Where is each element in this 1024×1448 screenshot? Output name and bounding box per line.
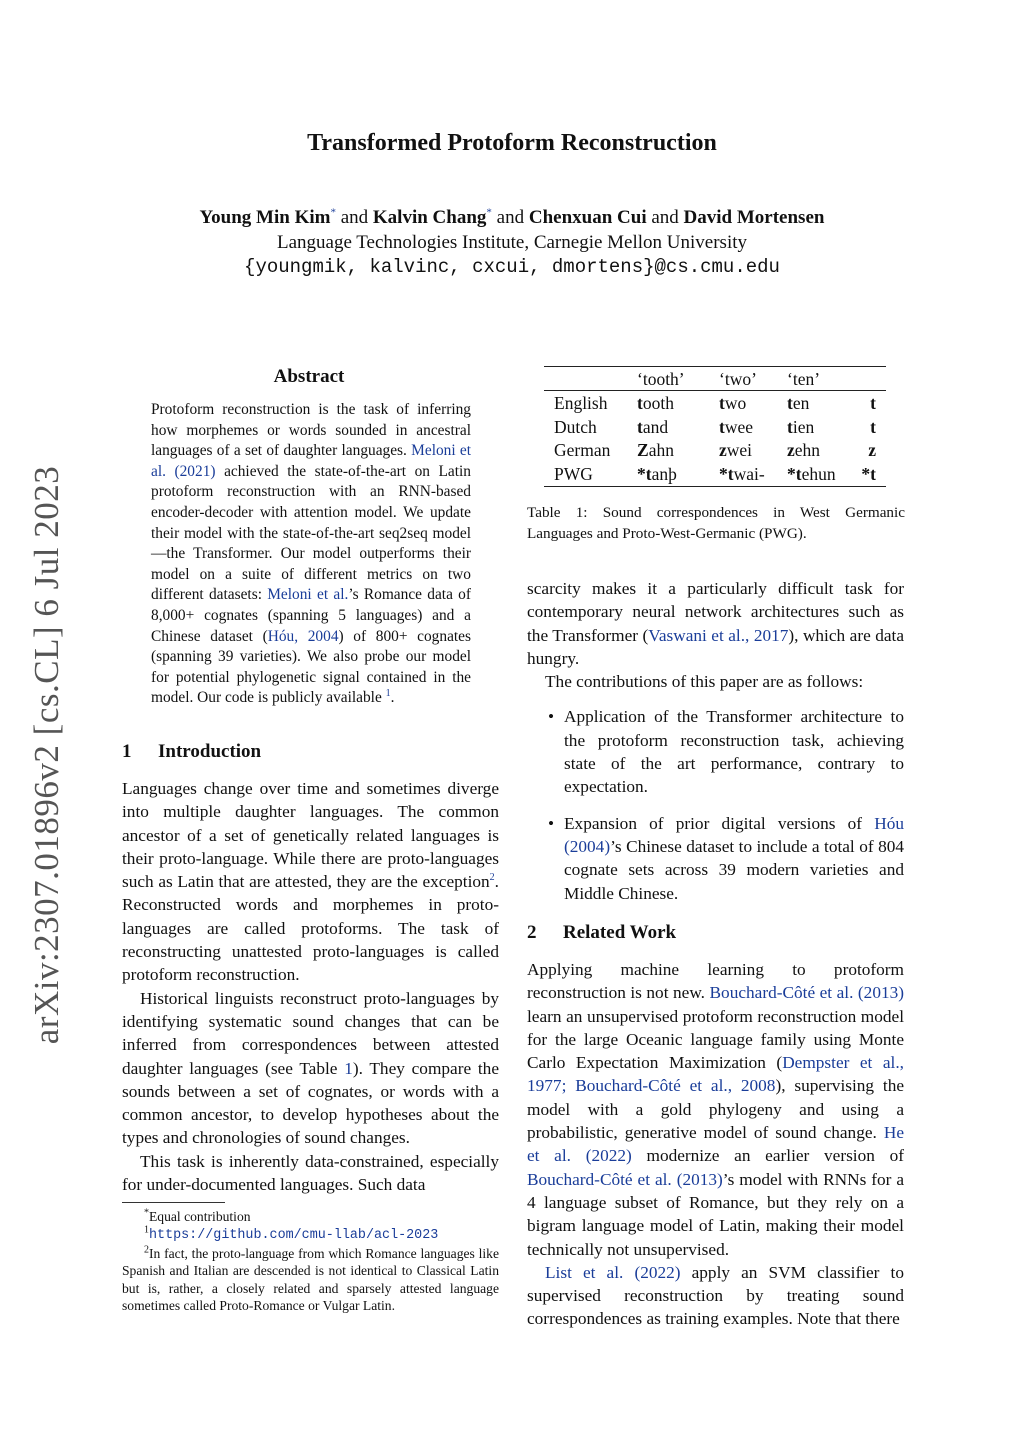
word-rest: ehun <box>801 463 836 484</box>
section-heading-introduction <box>122 741 499 763</box>
table-header: ‘ten’ <box>787 367 851 391</box>
citation-link[interactable]: Bouchard-Côté et al. (2013) <box>709 983 905 1003</box>
code-url-link[interactable]: https://github.com/cmu-llab/acl-2023 <box>149 1228 439 1244</box>
author-name: Chenxuan Cui <box>528 207 647 228</box>
affiliation: Language Technologies Institute, Carnegie Mellon University <box>276 232 748 253</box>
intro-column-left <box>122 777 499 1196</box>
paragraph-text: ’s model with RNNs for a 4 language subset of Romance, but they rely on a bigram language model of Latin, making their model technically not unsupervised. <box>527 1169 905 1259</box>
table-ref[interactable]: 1 <box>344 1058 353 1078</box>
section-number: 2 <box>527 922 537 943</box>
initial-sound: t <box>719 416 725 437</box>
list-item: • Application of the Transformer architecture to the protoform reconstruction task, achieving state of the art performance, contrary to expectation. <box>527 705 904 798</box>
word-rest: ahn <box>648 440 674 461</box>
table-cell <box>787 391 851 416</box>
table-cell <box>787 439 851 463</box>
paragraph-text: . Reconstructed words and morphemes in proto-languages are called protoforms. The task of reconstructing unattested proto-languages is called protoform reconstruction. <box>122 872 499 985</box>
table-cell <box>787 416 851 440</box>
initial-sound: *t <box>719 463 734 484</box>
word-rest: ien <box>792 416 815 437</box>
paragraph <box>527 958 904 1261</box>
section-title: Introduction <box>158 741 262 762</box>
table-row <box>544 463 886 487</box>
paragraph-text: modernize an earlier version of <box>631 1146 904 1166</box>
author-name: David Mortensen <box>683 207 825 228</box>
table-cell <box>851 463 886 487</box>
author-name: Kalvin Chang <box>372 207 487 228</box>
table-cell-language: PWG <box>554 463 593 484</box>
and-word: and <box>496 207 525 228</box>
word-rest: anþ <box>651 463 677 484</box>
table-header: ‘two’ <box>719 367 787 391</box>
table-cell <box>637 463 719 487</box>
paragraph <box>527 577 904 670</box>
table-header-row <box>544 367 886 391</box>
paragraph-text: learn an unsupervised protoform reconstruction model for the large Oceanic language family using Monte Carlo Expectation Maximization ( <box>527 1006 904 1073</box>
footnote-text: In fact, the proto-language from which Romance languages like Spanish and Italian are descended is not identical to Classical Latin but is, rather, a closely related and sparsely attested language sometimes called Proto-Romance or Vulgar Latin. <box>122 1245 499 1314</box>
table-cell <box>851 391 886 416</box>
citation-link[interactable]: Vaswani et al., 2017 <box>648 625 789 645</box>
abstract-text-part: . <box>390 689 395 707</box>
table-cell <box>787 463 851 487</box>
initial-sound: z <box>719 440 727 461</box>
table-header <box>851 367 886 391</box>
paragraph-text: Applying machine learning to protoform reconstruction is not new. <box>527 960 904 1003</box>
footnote-mark: 1 <box>144 1224 149 1236</box>
initial-sound: *t <box>861 463 876 484</box>
contribution-list <box>527 705 904 904</box>
initial-sound: t <box>787 416 793 437</box>
initial-sound: t <box>637 392 643 413</box>
abstract-text-part: ’s Romance data of 8,000+ cognates (spanning 5 languages) and a Chinese dataset ( <box>151 586 471 645</box>
table-cell <box>851 439 886 463</box>
citation-link[interactable]: Bouchard-Côté et al. (2013) <box>527 1169 723 1189</box>
paragraph-text: ), supervising the model with a gold phylogeny and using a probabilistic, generative model of sound change. <box>527 1076 904 1143</box>
list-item-text: Expansion of prior digital versions of <box>564 813 875 833</box>
and-word: and <box>651 207 679 228</box>
initial-sound: *t <box>637 463 652 484</box>
initial-sound: z <box>787 440 795 461</box>
initial-sound: z <box>868 440 876 461</box>
table-cell <box>719 463 787 487</box>
initial-sound: t <box>787 392 793 413</box>
paper-title: Transformed Protoform Reconstruction <box>307 130 717 156</box>
word-rest: ehn <box>794 440 821 461</box>
table-row <box>544 391 886 416</box>
table-cell <box>637 439 719 463</box>
table-row <box>544 439 886 463</box>
author-mark[interactable]: * <box>486 206 492 219</box>
footnote-mark: * <box>144 1207 149 1219</box>
paragraph: The contributions of this paper are as follows: <box>545 672 864 692</box>
and-word: and <box>340 207 369 228</box>
emails: {youngmik, kalvinc, cxcui, dmortens}@cs.cmu.edu <box>244 256 780 278</box>
citation-link[interactable]: Meloni et al. <box>267 586 349 604</box>
author-mark[interactable]: * <box>330 206 336 219</box>
word-rest: ooth <box>642 392 674 413</box>
arxiv-id: arXiv:2307.01896v2 [cs.CL] 6 Jul 2023 <box>27 465 67 1045</box>
footnote-ref[interactable]: 2 <box>489 872 495 884</box>
paragraph-text: ). They compare the sounds between a set of cognates, or words with a common ancestor, to develop hypotheses about the types and chronologies of sound changes. <box>122 1058 499 1148</box>
abstract-text <box>151 400 471 709</box>
table-cell <box>719 391 787 416</box>
word-rest: wee <box>724 416 754 437</box>
footnote-mark: 2 <box>144 1244 149 1256</box>
citation-link[interactable]: List et al. (2022) <box>545 1262 681 1282</box>
table-cell-language: German <box>554 440 611 461</box>
footnote-rule <box>122 1202 225 1203</box>
table-cell <box>719 439 787 463</box>
related-work-body <box>527 958 904 1331</box>
table-caption: Table 1: Sound correspondences in West Germanic Languages and Proto-West-Germanic (PWG). <box>527 504 905 542</box>
author-list <box>0 207 1024 229</box>
sound-correspondence-table <box>544 366 886 487</box>
footnote <box>122 1245 499 1315</box>
abstract-text-part: ) of 800+ cognates (spanning 39 varieties). We also probe our model for potential phylogenetic signal contained in the model. Our code is publicly available <box>151 627 471 707</box>
footnote <box>122 1225 499 1244</box>
table-cell <box>637 391 719 416</box>
paragraph-text: ), which are data hungry. <box>527 625 904 668</box>
citation-link[interactable]: Hóu (2004) <box>564 813 904 856</box>
paragraph-text: scarcity makes it a particularly difficult task for contemporary neural network architectures such as the Transformer ( <box>527 579 904 645</box>
word-rest: en <box>792 392 810 413</box>
table-cell-language: Dutch <box>554 416 597 437</box>
initial-sound: *t <box>787 463 802 484</box>
footnotes <box>122 1208 499 1314</box>
word-rest: and <box>642 416 669 437</box>
word-rest: wai- <box>733 463 765 484</box>
table-cell <box>719 416 787 440</box>
table-cell <box>851 416 886 440</box>
abstract-text-part: Protoform reconstruction is the task of inferring how morphemes or words sounded in ancestral languages of a set of daughter languages. <box>151 401 471 460</box>
table-row <box>544 416 886 440</box>
citation-link[interactable]: Dempster et al., 1977; Bouchard-Côté et al., 2008 <box>527 1053 904 1096</box>
list-item-text: ’s Chinese dataset to include a total of 804 cognate sets across 39 modern varieties and Middle Chinese. <box>564 836 904 903</box>
initial-sound: Z <box>637 440 649 461</box>
paragraph: This task is inherently data-constrained, especially for under-documented languages. Such data <box>122 1151 499 1195</box>
table-cell-language: English <box>554 392 608 413</box>
word-rest: wei <box>726 440 753 461</box>
citation-link[interactable]: Meloni et al. (2021) <box>151 442 471 480</box>
table-header: ‘tooth’ <box>637 367 719 391</box>
footnote <box>122 1208 499 1225</box>
intro-column-right <box>527 577 904 905</box>
table-header <box>544 367 637 391</box>
initial-sound: t <box>870 416 876 437</box>
paragraph <box>122 777 499 987</box>
initial-sound: t <box>719 392 725 413</box>
author-name: Young Min Kim <box>199 207 331 228</box>
section-heading-related-work <box>527 922 904 944</box>
paragraph <box>122 987 499 1150</box>
initial-sound: t <box>637 416 643 437</box>
paragraph-text: Languages change over time and sometimes diverge into multiple daughter languages. The common ancestor of a set of genetically related languages is their proto-language. While there are proto-languages such as Latin that are attested, they are the exception <box>122 779 499 892</box>
initial-sound: t <box>870 392 876 413</box>
paragraph <box>527 1261 904 1331</box>
paragraph-text: Historical linguists reconstruct proto-languages by identifying systematic sound changes that can be inferred from correspondences between attested daughter languages (see Table <box>122 988 499 1078</box>
table-cell <box>637 416 719 440</box>
list-item <box>527 812 904 905</box>
word-rest: wo <box>724 392 747 413</box>
arxiv-sidebar-stamp <box>22 465 72 1045</box>
footnote-text: Equal contribution <box>149 1209 251 1224</box>
section-number: 1 <box>122 741 132 762</box>
paragraph-text: apply an SVM classifier to supervised reconstruction by treating sound correspondences as training examples. Note that there <box>527 1262 904 1329</box>
footnote-ref[interactable]: 1 <box>385 688 391 700</box>
citation-link[interactable]: He et al. (2022) <box>527 1123 904 1166</box>
citation-link[interactable]: Hóu, 2004 <box>267 627 339 645</box>
section-title: Related Work <box>563 922 677 943</box>
abstract-heading: Abstract <box>273 366 345 387</box>
abstract-text-part: achieved the state-of-the-art on Latin protoform reconstruction with an RNN-based encoder-decoder with attention model. We update their model with the state-of-the-art seq2seq model—the Transformer. Our model outperforms their model on a suite of different metrics on two different datasets: <box>151 462 471 604</box>
